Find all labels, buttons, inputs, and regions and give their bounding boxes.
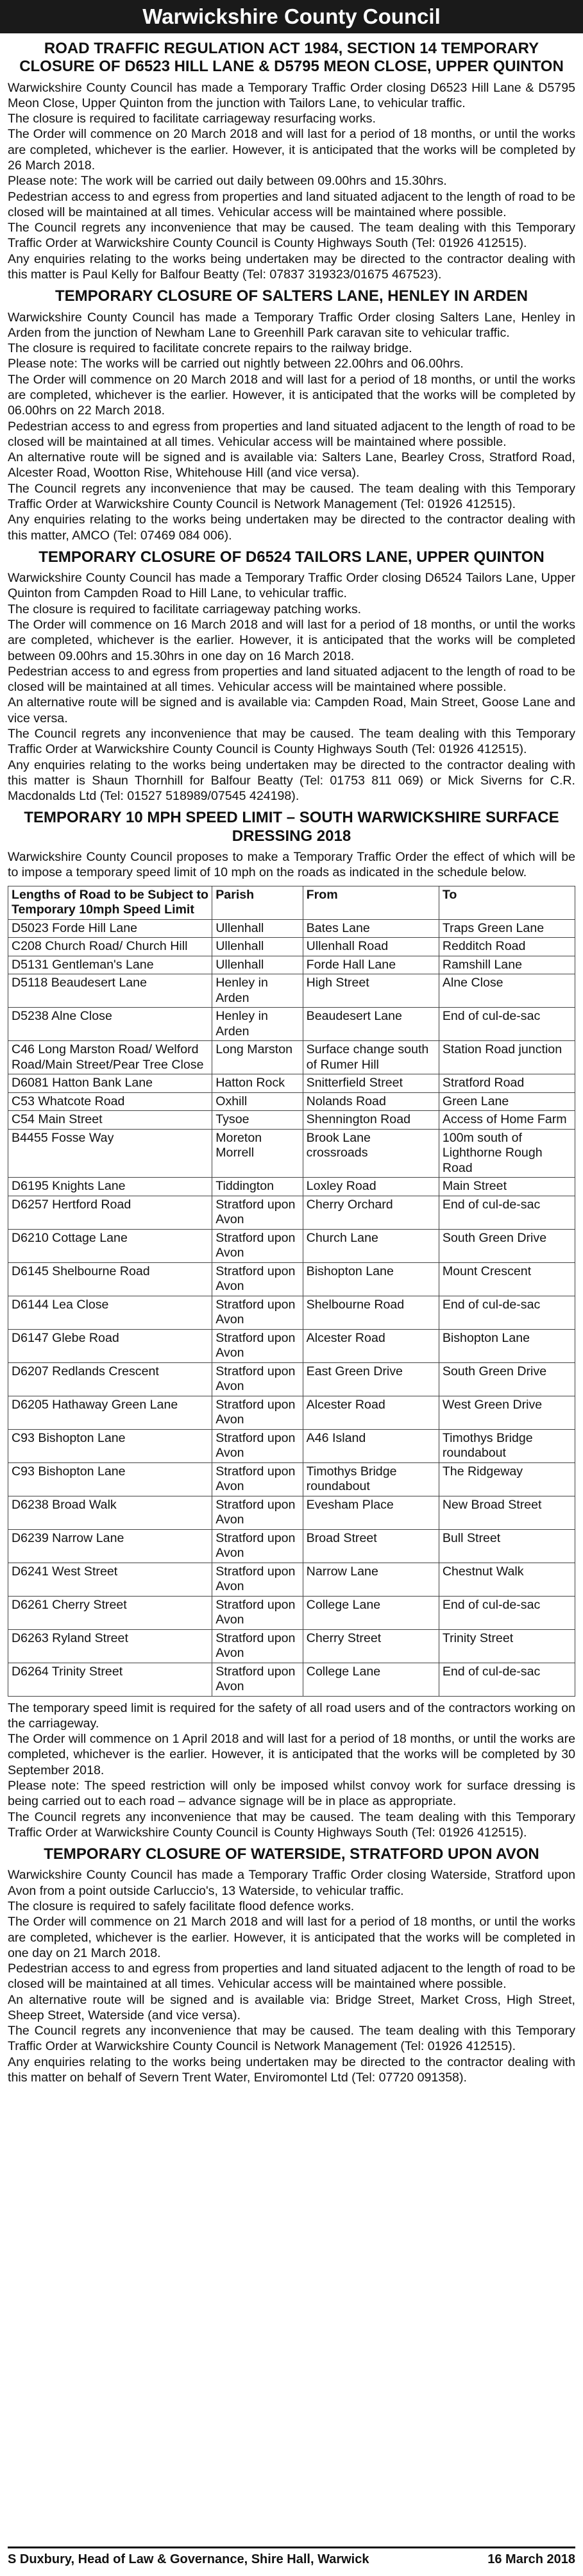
notice-paragraph: The closure is required to facilitate concrete repairs to the railway bridge. — [8, 341, 412, 356]
parish-cell: Tysoe — [212, 1111, 303, 1130]
schedule-body — [8, 919, 575, 1696]
notice-paragraph: Pedestrian access to and egress from properties and land situated adjacent to the length of road to be closed will be maintained at all times. Vehicular access will be maintained where possible. — [8, 419, 575, 449]
from-cell: Evesham Place — [303, 1496, 439, 1529]
notice-paragraph: Pedestrian access to and egress from properties and land situated adjacent to the length of road to be closed will be maintained at all times. Vehicular access will be maintained where possible. — [8, 664, 575, 695]
notice-heading: TEMPORARY CLOSURE OF D6524 TAILORS LANE, UPPER QUINTON — [38, 548, 545, 566]
waterside-notice — [8, 1845, 575, 2085]
notice-paragraph: The Council regrets any inconvenience that may be caused. The team dealing with this Temporary Traffic Order at Warwickshire County Council is County Highways South (Tel: 01926 412515). — [8, 726, 575, 757]
table-row — [8, 1041, 575, 1074]
waterside-paragraph: The Order will commence on 21 March 2018 and will last for a period of 18 months, or until the works are completed, whichever is the earlier. However, it is anticipated that the works will be completed in one day on 21 March 2018. — [8, 1915, 575, 1960]
parish-cell: Stratford upon Avon — [212, 1429, 303, 1462]
parish-cell: Stratford upon Avon — [212, 1296, 303, 1329]
from-cell: Narrow Lane — [303, 1563, 439, 1596]
parish-cell: Stratford upon Avon — [212, 1563, 303, 1596]
table-row — [8, 1429, 575, 1462]
notice-paragraph: The Order will commence on 16 March 2018 and will last for a period of 18 months, or until the works are completed, whichever is the earlier. However, it is anticipated that the works will be completed between 09.00hrs and 15.30hrs in one day on 16 March 2018. — [8, 617, 575, 663]
road-cell: C46 Long Marston Road/ Welford Road/Main Street/Pear Tree Close — [8, 1041, 212, 1074]
notices-container — [8, 40, 575, 881]
parish-cell: Henley in Arden — [212, 974, 303, 1008]
to-cell: Alne Close — [439, 974, 575, 1008]
from-cell: Ullenhall Road — [303, 938, 439, 956]
parish-cell: Stratford upon Avon — [212, 1462, 303, 1496]
parish-cell: Henley in Arden — [212, 1008, 303, 1041]
waterside-paragraph: Pedestrian access to and egress from properties and land situated adjacent to the length of road to be closed will be maintained at all times. Vehicular access will be maintained where possible. — [8, 1962, 575, 1992]
table-row — [8, 1196, 575, 1229]
parish-cell: Stratford upon Avon — [212, 1196, 303, 1229]
from-cell: Brook Lane crossroads — [303, 1129, 439, 1178]
road-cell: C208 Church Road/ Church Hill — [8, 938, 212, 956]
road-cell: C53 Whatcote Road — [8, 1092, 212, 1111]
road-cell: D6263 Ryland Street — [8, 1629, 212, 1663]
table-row — [8, 1262, 575, 1296]
table-row — [8, 1496, 575, 1529]
notice-heading: ROAD TRAFFIC REGULATION ACT 1984, SECTION 14 TEMPORARY CLOSURE OF D6523 HILL LANE & D5795 MEON CLOSE, UPPER QUINTON — [19, 40, 564, 76]
from-cell: Loxley Road — [303, 1178, 439, 1196]
from-cell: Shelbourne Road — [303, 1296, 439, 1329]
from-cell: Broad Street — [303, 1529, 439, 1563]
waterside-paragraph: Warwickshire County Council has made a Temporary Traffic Order closing Waterside, Stratford upon Avon from a point outside Carluccio's, 13 Waterside, to vehicular traffic. — [8, 1868, 575, 1898]
notice-paragraph: The Council regrets any inconvenience that may be caused. The team dealing with this Temporary Traffic Order at Warwickshire County Council is County Highways South (Tel: 01926 412515). — [8, 221, 575, 251]
parish-cell: Stratford upon Avon — [212, 1362, 303, 1396]
table-row — [8, 1462, 575, 1496]
waterside-heading: TEMPORARY CLOSURE OF WATERSIDE, STRATFORD UPON AVON — [44, 1845, 539, 1863]
from-cell: Beaudesert Lane — [303, 1008, 439, 1041]
schedule-header-from: From — [303, 886, 439, 919]
table-row — [8, 1362, 575, 1396]
to-cell: End of cul-de-sac — [439, 1008, 575, 1041]
parish-cell: Tiddington — [212, 1178, 303, 1196]
road-cell: D6195 Knights Lane — [8, 1178, 212, 1196]
schedule-note-paragraph: The Council regrets any inconvenience that may be caused. The team dealing with this Temporary Traffic Order at Warwickshire County Council is County Highways South (Tel: 01926 412515). — [8, 1809, 575, 1840]
footer — [8, 2546, 575, 2567]
parish-cell: Long Marston — [212, 1041, 303, 1074]
table-row — [8, 1329, 575, 1362]
from-cell: East Green Drive — [303, 1362, 439, 1396]
to-cell: Chestnut Walk — [439, 1563, 575, 1596]
notice-section — [8, 40, 575, 282]
road-cell: D6210 Cottage Lane — [8, 1229, 212, 1262]
notice-paragraph: Warwickshire County Council has made a Temporary Traffic Order closing D6523 Hill Lane & D5795 Meon Close, Upper Quinton from the junction with Tailors Lane, to vehicular traffic. — [8, 80, 575, 110]
notice-paragraph: The closure is required to facilitate carriageway resurfacing works. — [8, 112, 376, 126]
to-cell: Timothys Bridge roundabout — [439, 1429, 575, 1462]
parish-cell: Stratford upon Avon — [212, 1663, 303, 1696]
notice-paragraph: Warwickshire County Council has made a Temporary Traffic Order closing Salters Lane, Henley in Arden from the junction of Newham Lane to Greenhill Park caravan site to vehicular traffic. — [8, 310, 575, 340]
table-row — [8, 1229, 575, 1262]
to-cell: 100m south of Lighthorne Rough Road — [439, 1129, 575, 1178]
to-cell: Redditch Road — [439, 938, 575, 956]
waterside-paragraph: Any enquiries relating to the works being undertaken may be directed to the contractor dealing with this matter on behalf of Severn Trent Water, Enviromontel Ltd (Tel: 07720 091358). — [8, 2055, 575, 2085]
road-cell: D6239 Narrow Lane — [8, 1529, 212, 1563]
from-cell: A46 Island — [303, 1429, 439, 1462]
road-cell: D6264 Trinity Street — [8, 1663, 212, 1696]
schedule-header-to: To — [439, 886, 575, 919]
notice-paragraph: Pedestrian access to and egress from properties and land situated adjacent to the length of road to be closed will be maintained at all times. Vehicular access will be maintained where possible. — [8, 189, 575, 219]
schedule-header-road: Lengths of Road to be Subject to Temporary 10mph Speed Limit — [8, 886, 212, 919]
road-cell: D6144 Lea Close — [8, 1296, 212, 1329]
notice-section — [8, 548, 575, 804]
to-cell: Stratford Road — [439, 1074, 575, 1093]
parish-cell: Stratford upon Avon — [212, 1396, 303, 1429]
from-cell: Alcester Road — [303, 1329, 439, 1362]
notice-paragraph: Any enquiries relating to the works being undertaken may be directed to the contractor dealing with this matter, AMCO (Tel: 07469 084 006). — [8, 513, 575, 543]
from-cell: Bates Lane — [303, 919, 439, 938]
to-cell: Bull Street — [439, 1529, 575, 1563]
table-row — [8, 1663, 575, 1696]
table-row — [8, 974, 575, 1008]
table-row — [8, 1008, 575, 1041]
road-cell: D5131 Gentleman's Lane — [8, 956, 212, 974]
parish-cell: Ullenhall — [212, 938, 303, 956]
from-cell: Shennington Road — [303, 1111, 439, 1130]
waterside-paragraph: The closure is required to safely facilitate flood defence works. — [8, 1899, 355, 1913]
to-cell: Access of Home Farm — [439, 1111, 575, 1130]
road-cell: D5118 Beaudesert Lane — [8, 974, 212, 1008]
table-row — [8, 956, 575, 974]
to-cell: End of cul-de-sac — [439, 1663, 575, 1696]
table-row — [8, 1529, 575, 1563]
to-cell: End of cul-de-sac — [439, 1296, 575, 1329]
notice-paragraph: The Order will commence on 20 March 2018 and will last for a period of 18 months, or until the works are completed, whichever is the earlier. However, it is anticipated that the works will be completed by 06.00hrs on 22 March 2018. — [8, 372, 575, 418]
footer-date: 16 March 2018 — [487, 2552, 575, 2566]
notice-paragraph: Any enquiries relating to the works being undertaken may be directed to the contractor dealing with this matter is Paul Kelly for Balfour Beatty (Tel: 07837 319323/01675 467523). — [8, 251, 575, 282]
from-cell: Snitterfield Street — [303, 1074, 439, 1093]
from-cell: College Lane — [303, 1663, 439, 1696]
schedule-table — [8, 886, 575, 1697]
waterside-paragraph: The Council regrets any inconvenience that may be caused. The team dealing with this Temporary Traffic Order at Warwickshire County Council is Network Management (Tel: 01926 412515). — [8, 2024, 575, 2054]
to-cell: South Green Drive — [439, 1229, 575, 1262]
to-cell: Main Street — [439, 1178, 575, 1196]
notice-paragraph: An alternative route will be signed and is available via: Campden Road, Main Street, Goose Lane and vice versa. — [8, 695, 575, 725]
notice-heading: TEMPORARY CLOSURE OF SALTERS LANE, HENLEY IN ARDEN — [55, 287, 528, 305]
road-cell: D6257 Hertford Road — [8, 1196, 212, 1229]
table-row — [8, 1092, 575, 1111]
to-cell: End of cul-de-sac — [439, 1196, 575, 1229]
footer-signatory: S Duxbury, Head of Law & Governance, Shire Hall, Warwick — [8, 2552, 369, 2566]
table-row — [8, 1596, 575, 1629]
parish-cell: Oxhill — [212, 1092, 303, 1111]
parish-cell: Ullenhall — [212, 919, 303, 938]
schedule-note-paragraph: The Order will commence on 1 April 2018 and will last for a period of 18 months, or until the works are completed, whichever is the earlier. However, it is anticipated that the works will be completed by 30 September 2018. — [8, 1732, 575, 1777]
road-cell: D6147 Glebe Road — [8, 1329, 212, 1362]
to-cell: Station Road junction — [439, 1041, 575, 1074]
from-cell: Bishopton Lane — [303, 1262, 439, 1296]
to-cell: Bishopton Lane — [439, 1329, 575, 1362]
from-cell: Timothys Bridge roundabout — [303, 1462, 439, 1496]
parish-cell: Stratford upon Avon — [212, 1329, 303, 1362]
notice-section — [8, 287, 575, 543]
road-cell: D5238 Alne Close — [8, 1008, 212, 1041]
road-cell: D5023 Forde Hill Lane — [8, 919, 212, 938]
road-cell: D6081 Hatton Bank Lane — [8, 1074, 212, 1093]
to-cell: New Broad Street — [439, 1496, 575, 1529]
notice-paragraph: Please note: The work will be carried out daily between 09.00hrs and 15.30hrs. — [8, 174, 447, 189]
parish-cell: Stratford upon Avon — [212, 1262, 303, 1296]
notice-paragraph: The Council regrets any inconvenience that may be caused. The team dealing with this Temporary Traffic Order at Warwickshire County Council is Network Management (Tel: 01926 412515). — [8, 481, 575, 511]
notice-paragraph: The Order will commence on 20 March 2018 and will last for a period of 18 months, or until the works are completed, whichever is the earlier. However, it is anticipated that the works will be completed by 26 March 2018. — [8, 127, 575, 173]
parish-cell: Hatton Rock — [212, 1074, 303, 1093]
table-row — [8, 1296, 575, 1329]
table-row — [8, 1396, 575, 1429]
table-row — [8, 1074, 575, 1093]
parish-cell: Moreton Morrell — [212, 1129, 303, 1178]
to-cell: Traps Green Lane — [439, 919, 575, 938]
parish-cell: Stratford upon Avon — [212, 1529, 303, 1563]
notice-paragraph: Please note: The works will be carried out nightly between 22.00hrs and 06.00hrs. — [8, 357, 464, 371]
from-cell: College Lane — [303, 1596, 439, 1629]
from-cell: Surface change south of Rumer Hill — [303, 1041, 439, 1074]
notice-section — [8, 809, 575, 880]
parish-cell: Stratford upon Avon — [212, 1229, 303, 1262]
notice-paragraph: An alternative route will be signed and is available via: Salters Lane, Bearley Cross, Stratford Road, Alcester Road, Wootton Rise, Whitehouse Hill (and vice versa). — [8, 450, 575, 480]
from-cell: Alcester Road — [303, 1396, 439, 1429]
parish-cell: Stratford upon Avon — [212, 1629, 303, 1663]
to-cell: Green Lane — [439, 1092, 575, 1111]
table-row — [8, 1178, 575, 1196]
parish-cell: Ullenhall — [212, 956, 303, 974]
notice-paragraph: The closure is required to facilitate carriageway patching works. — [8, 602, 362, 616]
to-cell: Mount Crescent — [439, 1262, 575, 1296]
schedule-header-parish: Parish — [212, 886, 303, 919]
road-cell: C93 Bishopton Lane — [8, 1462, 212, 1496]
from-cell: Church Lane — [303, 1229, 439, 1262]
to-cell: Trinity Street — [439, 1629, 575, 1663]
notice-paragraph: Warwickshire County Council has made a Temporary Traffic Order closing D6524 Tailors Lane, Upper Quinton from Campden Road to Hill Lane, to vehicular traffic. — [8, 571, 575, 601]
schedule-notes — [8, 1700, 575, 1841]
table-row — [8, 1111, 575, 1130]
road-cell: C93 Bishopton Lane — [8, 1429, 212, 1462]
notice-paragraph: Any enquiries relating to the works being undertaken may be directed to the contractor dealing with this matter is Shaun Thornhill for Balfour Beatty (Tel: 01753 811 069) or Mick Siverns for C.R. Macdonalds Ltd (Tel: 01527 518989/07545 424198). — [8, 758, 575, 804]
road-cell: C54 Main Street — [8, 1111, 212, 1130]
to-cell: West Green Drive — [439, 1396, 575, 1429]
road-cell: D6241 West Street — [8, 1563, 212, 1596]
from-cell: Cherry Street — [303, 1629, 439, 1663]
table-row — [8, 1129, 575, 1178]
from-cell: Nolands Road — [303, 1092, 439, 1111]
to-cell: Ramshill Lane — [439, 956, 575, 974]
road-cell: D6238 Broad Walk — [8, 1496, 212, 1529]
from-cell: Forde Hall Lane — [303, 956, 439, 974]
waterside-paragraph: An alternative route will be signed and is available via: Bridge Street, Market Cross, High Street, Sheep Street, Waterside (and vice versa). — [8, 1992, 575, 2022]
road-cell: D6261 Cherry Street — [8, 1596, 212, 1629]
from-cell: Cherry Orchard — [303, 1196, 439, 1229]
notice-paragraph: Warwickshire County Council proposes to make a Temporary Traffic Order the effect of which will be to impose a temporary speed limit of 10 mph on the roads as indicated in the schedule below. — [8, 849, 575, 880]
table-row — [8, 1629, 575, 1663]
table-row — [8, 938, 575, 956]
from-cell: High Street — [303, 974, 439, 1008]
road-cell: D6205 Hathaway Green Lane — [8, 1396, 212, 1429]
to-cell: South Green Drive — [439, 1362, 575, 1396]
road-cell: D6207 Redlands Crescent — [8, 1362, 212, 1396]
table-row — [8, 1563, 575, 1596]
parish-cell: Stratford upon Avon — [212, 1496, 303, 1529]
to-cell: End of cul-de-sac — [439, 1596, 575, 1629]
masthead-title: Warwickshire County Council — [0, 0, 583, 33]
road-cell: B4455 Fosse Way — [8, 1129, 212, 1178]
schedule-note-paragraph: Please note: The speed restriction will only be imposed whilst convoy work for surface dressing is being carried out to each road – advance signage will be in place as appropriate. — [8, 1778, 575, 1809]
notice-heading: TEMPORARY 10 MPH SPEED LIMIT – SOUTH WARWICKSHIRE SURFACE DRESSING 2018 — [24, 809, 559, 845]
table-row — [8, 919, 575, 938]
to-cell: The Ridgeway — [439, 1462, 575, 1496]
parish-cell: Stratford upon Avon — [212, 1596, 303, 1629]
road-cell: D6145 Shelbourne Road — [8, 1262, 212, 1296]
schedule-note-paragraph: The temporary speed limit is required for the safety of all road users and of the contractors working on the carriageway. — [8, 1700, 575, 1731]
schedule-header-row — [8, 886, 575, 919]
